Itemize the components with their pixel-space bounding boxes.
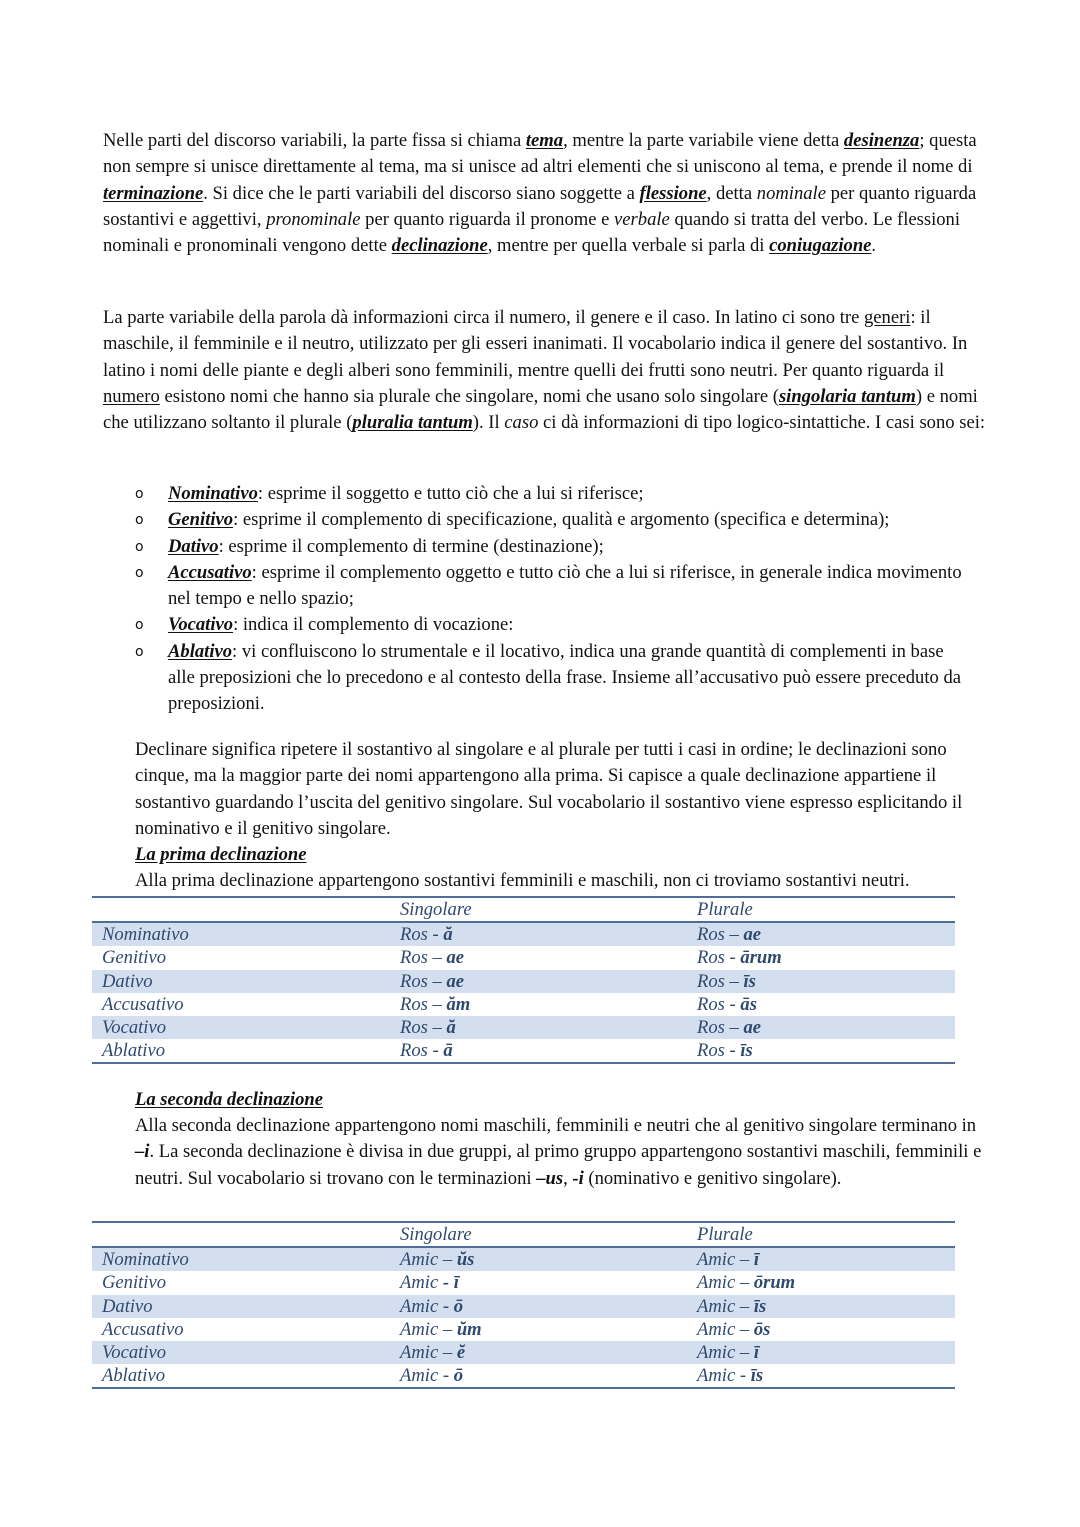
term-declinazione: declinazione <box>391 235 488 257</box>
table-row <box>92 1364 955 1388</box>
plural-cell: Amic - īs <box>697 1365 764 1387</box>
declinare-paragraph: Declinare significa ripetere il sostantivo al singolare e al plurale per tutti i casi in ordine; le declinazioni sono cinque, ma la maggior parte dei nomi appartengono alla prima. Si capisce a quale declinazione appartiene il sostantivo guardando l’uscita del genitivo singolare. Sul vocabolario il sostantivo viene espresso esplicitando il nominativo e il genitivo singolare. <box>135 739 963 839</box>
term-generi: generi <box>864 307 911 328</box>
table-row <box>92 970 955 993</box>
table-header-row <box>92 897 955 922</box>
circle-bullet-icon: o <box>135 486 144 502</box>
case-cell: Ablativo <box>102 1040 165 1062</box>
plural-cell: Amic – ōrum <box>697 1272 796 1294</box>
table-row <box>92 1271 955 1294</box>
list-item: o Vocativo: indica il complemento di vocazione: <box>135 612 975 638</box>
list-item: o Accusativo: esprime il complemento oggetto e tutto ciò che a lui si riferisce, in generale indica movimento nel tempo e nello spazio; <box>135 561 962 610</box>
list-item: o Dativo: esprime il complemento di termine (destinazione); <box>135 534 975 560</box>
term-singolaria-tantum: singolaria tantum <box>778 385 916 407</box>
second-declension-table <box>92 1221 955 1389</box>
header-case <box>92 1222 390 1247</box>
circle-bullet-icon: o <box>135 512 144 529</box>
case-name: Nominativo <box>168 483 258 504</box>
table-row <box>92 1318 955 1341</box>
first-declension-heading: La prima declinazione <box>135 844 307 865</box>
case-cell: Accusativo <box>102 993 184 1015</box>
table-header-row <box>92 1222 955 1247</box>
table-row <box>92 922 955 946</box>
case-name: Vocativo <box>168 614 234 636</box>
circle-bullet-icon: o <box>135 564 144 581</box>
list-item: o Genitivo: esprime il complemento di specificazione, qualità e argomento (specifica e determina); <box>135 507 975 533</box>
table-row <box>92 946 955 969</box>
second-declension-text: Alla seconda declinazione appartengono nomi maschili, femminili e neutri che al genitivo singolare terminano in –i. La seconda declinazione è divisa in due gruppi, al primo gruppo appartengono sostantivi maschili, femminili e neutri. Sul vocabolario si trovano con le terminazioni –us, -i (nominativo e genitivo singolare). <box>135 1115 982 1189</box>
table-row <box>92 1341 955 1364</box>
table-row <box>92 1247 955 1271</box>
plural-cell: Ros – īs <box>687 970 955 993</box>
singular-cell: Ros – ă <box>390 1016 687 1039</box>
intro-paragraph: Nelle parti del discorso variabili, la parte fissa si chiama tema, mentre la parte variabile viene detta desinenza; questa non sempre si unisce direttamente al tema, ma si unisce ad altri elementi che si uniscono al tema, e prende il nome di terminazione. Si dice che le parti variabili del discorso siano soggette a flessione, detta nominale per quanto riguarda sostantivi e aggettivi, pronominale per quanto riguarda il pronome e verbale quando si tratta del verbo. Le flessioni nominali e pronominali vengono dette declinazione, mentre per quella verbale si parla di coniugazione. <box>103 130 977 257</box>
table-row <box>92 993 955 1016</box>
term-pronominale: pronominale <box>266 208 361 230</box>
second-declension-heading: La seconda declinazione <box>135 1089 323 1110</box>
case-cell: Nominativo <box>92 1247 390 1271</box>
plural-cell: Amic – īs <box>687 1295 955 1318</box>
case-cell: Genitivo <box>102 1272 167 1294</box>
singular-cell: Ros - ă <box>390 922 687 946</box>
first-declension-table <box>92 896 955 1064</box>
singular-cell: Amic – ŭs <box>390 1247 687 1271</box>
case-cell: Ablativo <box>102 1365 165 1387</box>
case-cell: Genitivo <box>102 947 167 969</box>
case-name: Dativo <box>168 535 219 557</box>
table-row <box>92 1016 955 1039</box>
header-plurale: Plurale <box>697 1224 753 1245</box>
case-cell: Dativo <box>92 1295 390 1318</box>
singular-cell: Amic - ō <box>390 1295 687 1318</box>
circle-bullet-icon: o <box>135 538 144 555</box>
list-item: o Ablativo: vi confluiscono lo strumentale e il locativo, indica una grande quantità di complementi in base alle preposizioni che lo precedono e al contesto della frase. Insieme all’accusativo può essere preceduto da preposizioni. <box>135 640 961 715</box>
case-cell: Dativo <box>92 970 390 993</box>
case-name: Accusativo <box>168 561 252 583</box>
term-verbale: verbale <box>614 208 670 230</box>
table-row <box>92 1039 955 1063</box>
header-singolare: Singolare <box>400 899 472 920</box>
singular-cell: Amic - ī <box>400 1272 459 1294</box>
plural-cell: Ros - ārum <box>697 947 782 969</box>
plural-cell: Ros - ās <box>697 993 757 1015</box>
case-cell: Vocativo <box>92 1341 390 1364</box>
plural-cell: Amic – ī <box>687 1341 955 1364</box>
term-caso: caso <box>504 412 539 434</box>
case-name: Genitivo <box>168 509 234 531</box>
singular-cell: Amic – ŭm <box>400 1318 482 1340</box>
cases-list <box>135 481 975 718</box>
header-case <box>92 897 390 922</box>
plural-cell: Ros – ae <box>687 922 955 946</box>
list-item: o Nominativo: esprime il soggetto e tutto ciò che a lui si riferisce; <box>135 481 975 507</box>
term-coniugazione: coniugazione <box>769 235 872 257</box>
circle-bullet-icon: o <box>135 643 144 660</box>
plural-cell: Ros – ae <box>687 1016 955 1039</box>
plural-cell: Amic – ī <box>687 1247 955 1271</box>
first-declension-text: Alla prima declinazione appartengono sostantivi femminili e maschili, non ci troviamo sostantivi neutri. <box>135 870 910 891</box>
term-flessione: flessione <box>639 182 707 204</box>
generi-paragraph: La parte variabile della parola dà informazioni circa il numero, il genere e il caso. In latino ci sono tre generi: il maschile, il femminile e il neutro, utilizzato per gli esseri inanimati. Il vocabolario indica il genere del sostantivo. In latino i nomi delle piante e degli alberi sono femminili, mentre quelli dei frutti sono neutri. Per quanto riguarda il numero esistono nomi che hanno sia plurale che singolare, nomi che usano solo singolare (singolaria tantum) e nomi che utilizzano soltanto il plurale (pluralia tantum). Il caso ci dà informazioni di tipo logico-sintattiche. I casi sono sei: <box>103 307 986 434</box>
term-terminazione: terminazione <box>103 182 204 204</box>
case-cell: Accusativo <box>102 1318 184 1340</box>
header-singolare: Singolare <box>400 1224 472 1245</box>
singular-cell: Amic - ō <box>400 1365 463 1387</box>
term-desinenza: desinenza <box>843 130 920 151</box>
plural-cell: Ros - īs <box>697 1040 753 1062</box>
case-name: Ablativo <box>168 640 233 662</box>
singular-cell: Ros – ae <box>400 947 465 969</box>
term-tema: tema <box>525 130 564 151</box>
singular-cell: Amic – ĕ <box>390 1341 687 1364</box>
circle-bullet-icon: o <box>135 617 144 634</box>
header-plurale: Plurale <box>697 899 753 920</box>
term-nominale: nominale <box>756 182 826 204</box>
table-row <box>92 1295 955 1318</box>
case-cell: Vocativo <box>92 1016 390 1039</box>
term-numero: numero <box>103 385 160 407</box>
plural-cell: Amic – ōs <box>697 1318 771 1340</box>
singular-cell: Ros - ā <box>400 1040 453 1062</box>
term-pluralia-tantum: pluralia tantum <box>352 412 473 434</box>
case-cell: Nominativo <box>92 922 390 946</box>
singular-cell: Ros – ae <box>390 970 687 993</box>
singular-cell: Ros – ăm <box>400 993 471 1015</box>
